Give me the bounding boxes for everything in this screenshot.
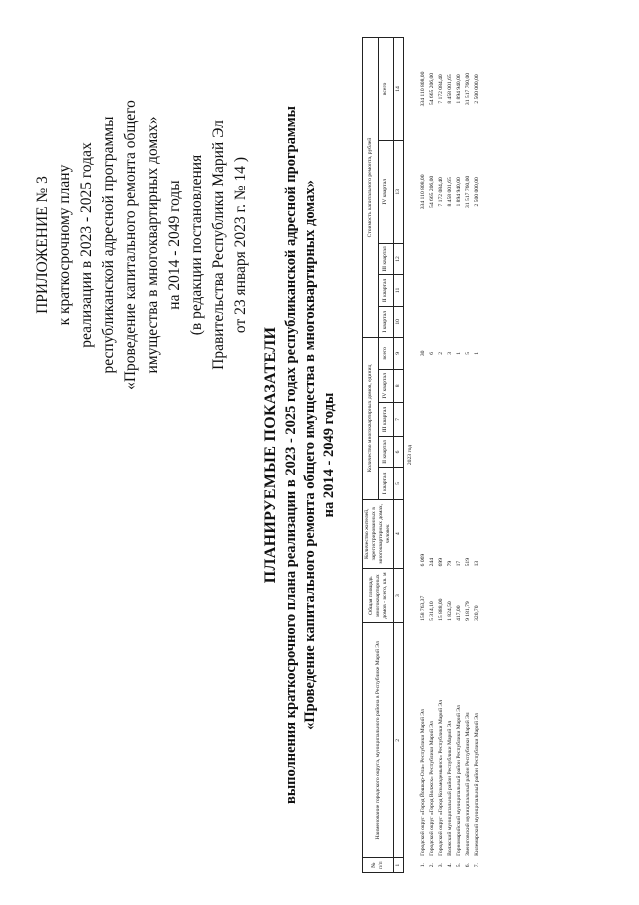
col-number: 7: [394, 403, 404, 437]
row-name: Килемарский муниципальный район Республики Марий Эл: [474, 713, 480, 856]
row-name: Горномарийский муниципальный район Республики Марий Эл: [456, 705, 462, 856]
appendix-line: «Проведение капитального ремонта общего: [122, 100, 139, 390]
document-title: [260, 35, 339, 875]
appendix-line: имущества в многоквартирных домах»: [144, 116, 161, 374]
row-area: 9 181,79: [465, 601, 471, 621]
row-cost-total: 334 110 808,00: [420, 71, 426, 107]
col-number: 11: [394, 275, 404, 306]
col-number: 9: [394, 338, 404, 370]
header-residents: Количество жителей, зарегистрированных в многоквартирных домах, человек: [363, 499, 394, 568]
row-area: 5 314,10: [429, 601, 435, 621]
appendix-line: Правительства Республики Марий Эл: [210, 120, 227, 370]
table-row: [428, 38, 437, 873]
row-houses-total: 6: [429, 351, 435, 355]
row-area: 320,70: [474, 605, 480, 621]
row-name: Городской округ «Город Козьмодемьянск» Республики Марий Эл: [438, 700, 444, 856]
row-area: 15 888,00: [438, 598, 444, 621]
table-row: [419, 38, 428, 873]
col-number: 12: [394, 243, 404, 274]
header-q4: IV квартал: [378, 369, 394, 403]
header-total: всего: [378, 338, 394, 370]
row-cost-total: 7 172 084,40: [438, 74, 444, 104]
row-cost-q4: 54 665 206,00: [429, 175, 435, 208]
header-q1: I квартал: [378, 468, 394, 499]
row-cost-total: 2 500 000,00: [474, 74, 480, 104]
col-number: 4: [394, 499, 404, 568]
row-cost-q4: 2 500 000,00: [474, 177, 480, 207]
year-label: 2023 год: [407, 444, 413, 466]
appendix-line: ПРИЛОЖЕНИЕ № 3: [34, 176, 51, 314]
row-residents: 17: [456, 560, 462, 567]
column-number-row: [394, 38, 404, 873]
table-row: [455, 38, 464, 873]
col-number: 14: [394, 38, 404, 141]
header-num: № п/п: [363, 858, 394, 873]
appendix-line: на 2014 - 2049 годы: [166, 180, 183, 310]
table-row: [464, 38, 473, 873]
appendix-line: от 23 января 2023 г. № 14 ): [232, 156, 249, 334]
header-q1: I квартал: [378, 306, 394, 337]
col-number: 13: [394, 140, 404, 243]
header-houses: Количество многоквартирных домов, единиц: [363, 338, 379, 500]
col-number: 8: [394, 369, 404, 403]
header-q2: II квартал: [378, 436, 394, 467]
row-residents: 79: [447, 560, 453, 567]
row-houses-total: 30: [420, 350, 426, 357]
header-row: [363, 38, 379, 873]
row-houses-total: 2: [438, 351, 444, 355]
appendix-line: республиканской адресной программы: [100, 116, 117, 374]
row-area: 1 824,50: [447, 601, 453, 621]
row-cost-total: 31 517 760,00: [465, 72, 471, 106]
header-q2: II квартал: [378, 275, 394, 306]
header-q3: III квартал: [378, 403, 394, 437]
title-line: «Проведение капитального ремонта общего имущества в многоквартирных домах»: [302, 180, 318, 730]
row-area: 158 763,37: [420, 595, 426, 621]
rotated-page: [10, 15, 630, 895]
header-q4: IV квартал: [378, 140, 394, 243]
row-residents: 519: [465, 557, 471, 567]
row-num: 5.: [456, 863, 462, 868]
row-houses-total: 1: [456, 351, 462, 355]
row-num: 3.: [438, 863, 444, 868]
row-cost-q4: 7 172 084,40: [438, 177, 444, 207]
row-area: 417,00: [456, 605, 462, 621]
appendix-block: [32, 35, 252, 455]
year-row: [404, 38, 416, 873]
row-name: Городской округ «Город Йошкар-Ола» Республики Марий Эл: [420, 709, 426, 856]
row-cost-q4: 1 894 940,00: [456, 177, 462, 207]
header-name: Наименование городского округа, муниципального района в Республике Марий Эл: [363, 623, 394, 858]
row-num: 6.: [465, 863, 471, 868]
row-residents: 13: [474, 560, 480, 567]
row-houses-total: 1: [474, 351, 480, 355]
header-q3: III квартал: [378, 243, 394, 274]
row-cost-total: 54 665 206,00: [429, 72, 435, 106]
row-cost-q4: 31 517 760,00: [465, 175, 471, 208]
title-line: на 2014 - 2049 годы: [321, 392, 337, 518]
appendix-line: (в редакции постановления: [188, 154, 205, 336]
row-residents: 6 069: [420, 553, 426, 567]
row-num: 7.: [474, 863, 480, 868]
title-main: ПЛАНИРУЕМЫЕ ПОКАЗАТЕЛИ: [262, 326, 279, 584]
header-area: Общая площадь многоквартирных домов - всего, кв. м: [363, 568, 394, 623]
row-num: 4.: [447, 863, 453, 868]
row-cost-q4: 334 110 808,00: [420, 174, 426, 210]
col-number: 10: [394, 306, 404, 337]
appendix-line: реализации в 2023 - 2025 годах: [78, 142, 95, 348]
row-name: Волжский муниципальный район Республики Марий Эл: [447, 720, 453, 856]
col-number: 3: [394, 568, 404, 623]
header-cost: Стоимость капитального ремонта, рублей: [363, 38, 379, 338]
row-num: 1.: [420, 863, 426, 868]
table-row: [437, 38, 446, 873]
row-num: 2.: [429, 863, 435, 868]
appendix-line: к краткосрочному плану: [56, 164, 73, 326]
table-row: [473, 38, 482, 873]
col-number: 1: [394, 858, 404, 873]
header-total: всего: [378, 38, 394, 141]
row-cost-total: 8 458 001,65: [447, 74, 453, 104]
row-name: Звениговский муниципальный район Республики Марий Эл: [465, 712, 471, 856]
table-row: [446, 38, 455, 873]
title-line: выполнения краткосрочного плана реализации в 2023 - 2025 годах республиканской адресной программы: [283, 106, 299, 804]
row-name: Городской округ «Город Волжск» Республики Марий Эл: [429, 721, 435, 856]
row-houses-total: 3: [447, 351, 453, 355]
row-residents: 699: [438, 557, 444, 567]
col-number: 6: [394, 436, 404, 467]
col-number: 5: [394, 468, 404, 499]
indicators-table: [362, 37, 482, 873]
row-residents: 244: [429, 557, 435, 567]
row-houses-total: 5: [465, 351, 471, 355]
row-cost-total: 1 894 940,00: [456, 74, 462, 104]
col-number: 2: [394, 623, 404, 858]
row-cost-q4: 8 458 001,65: [447, 177, 453, 207]
